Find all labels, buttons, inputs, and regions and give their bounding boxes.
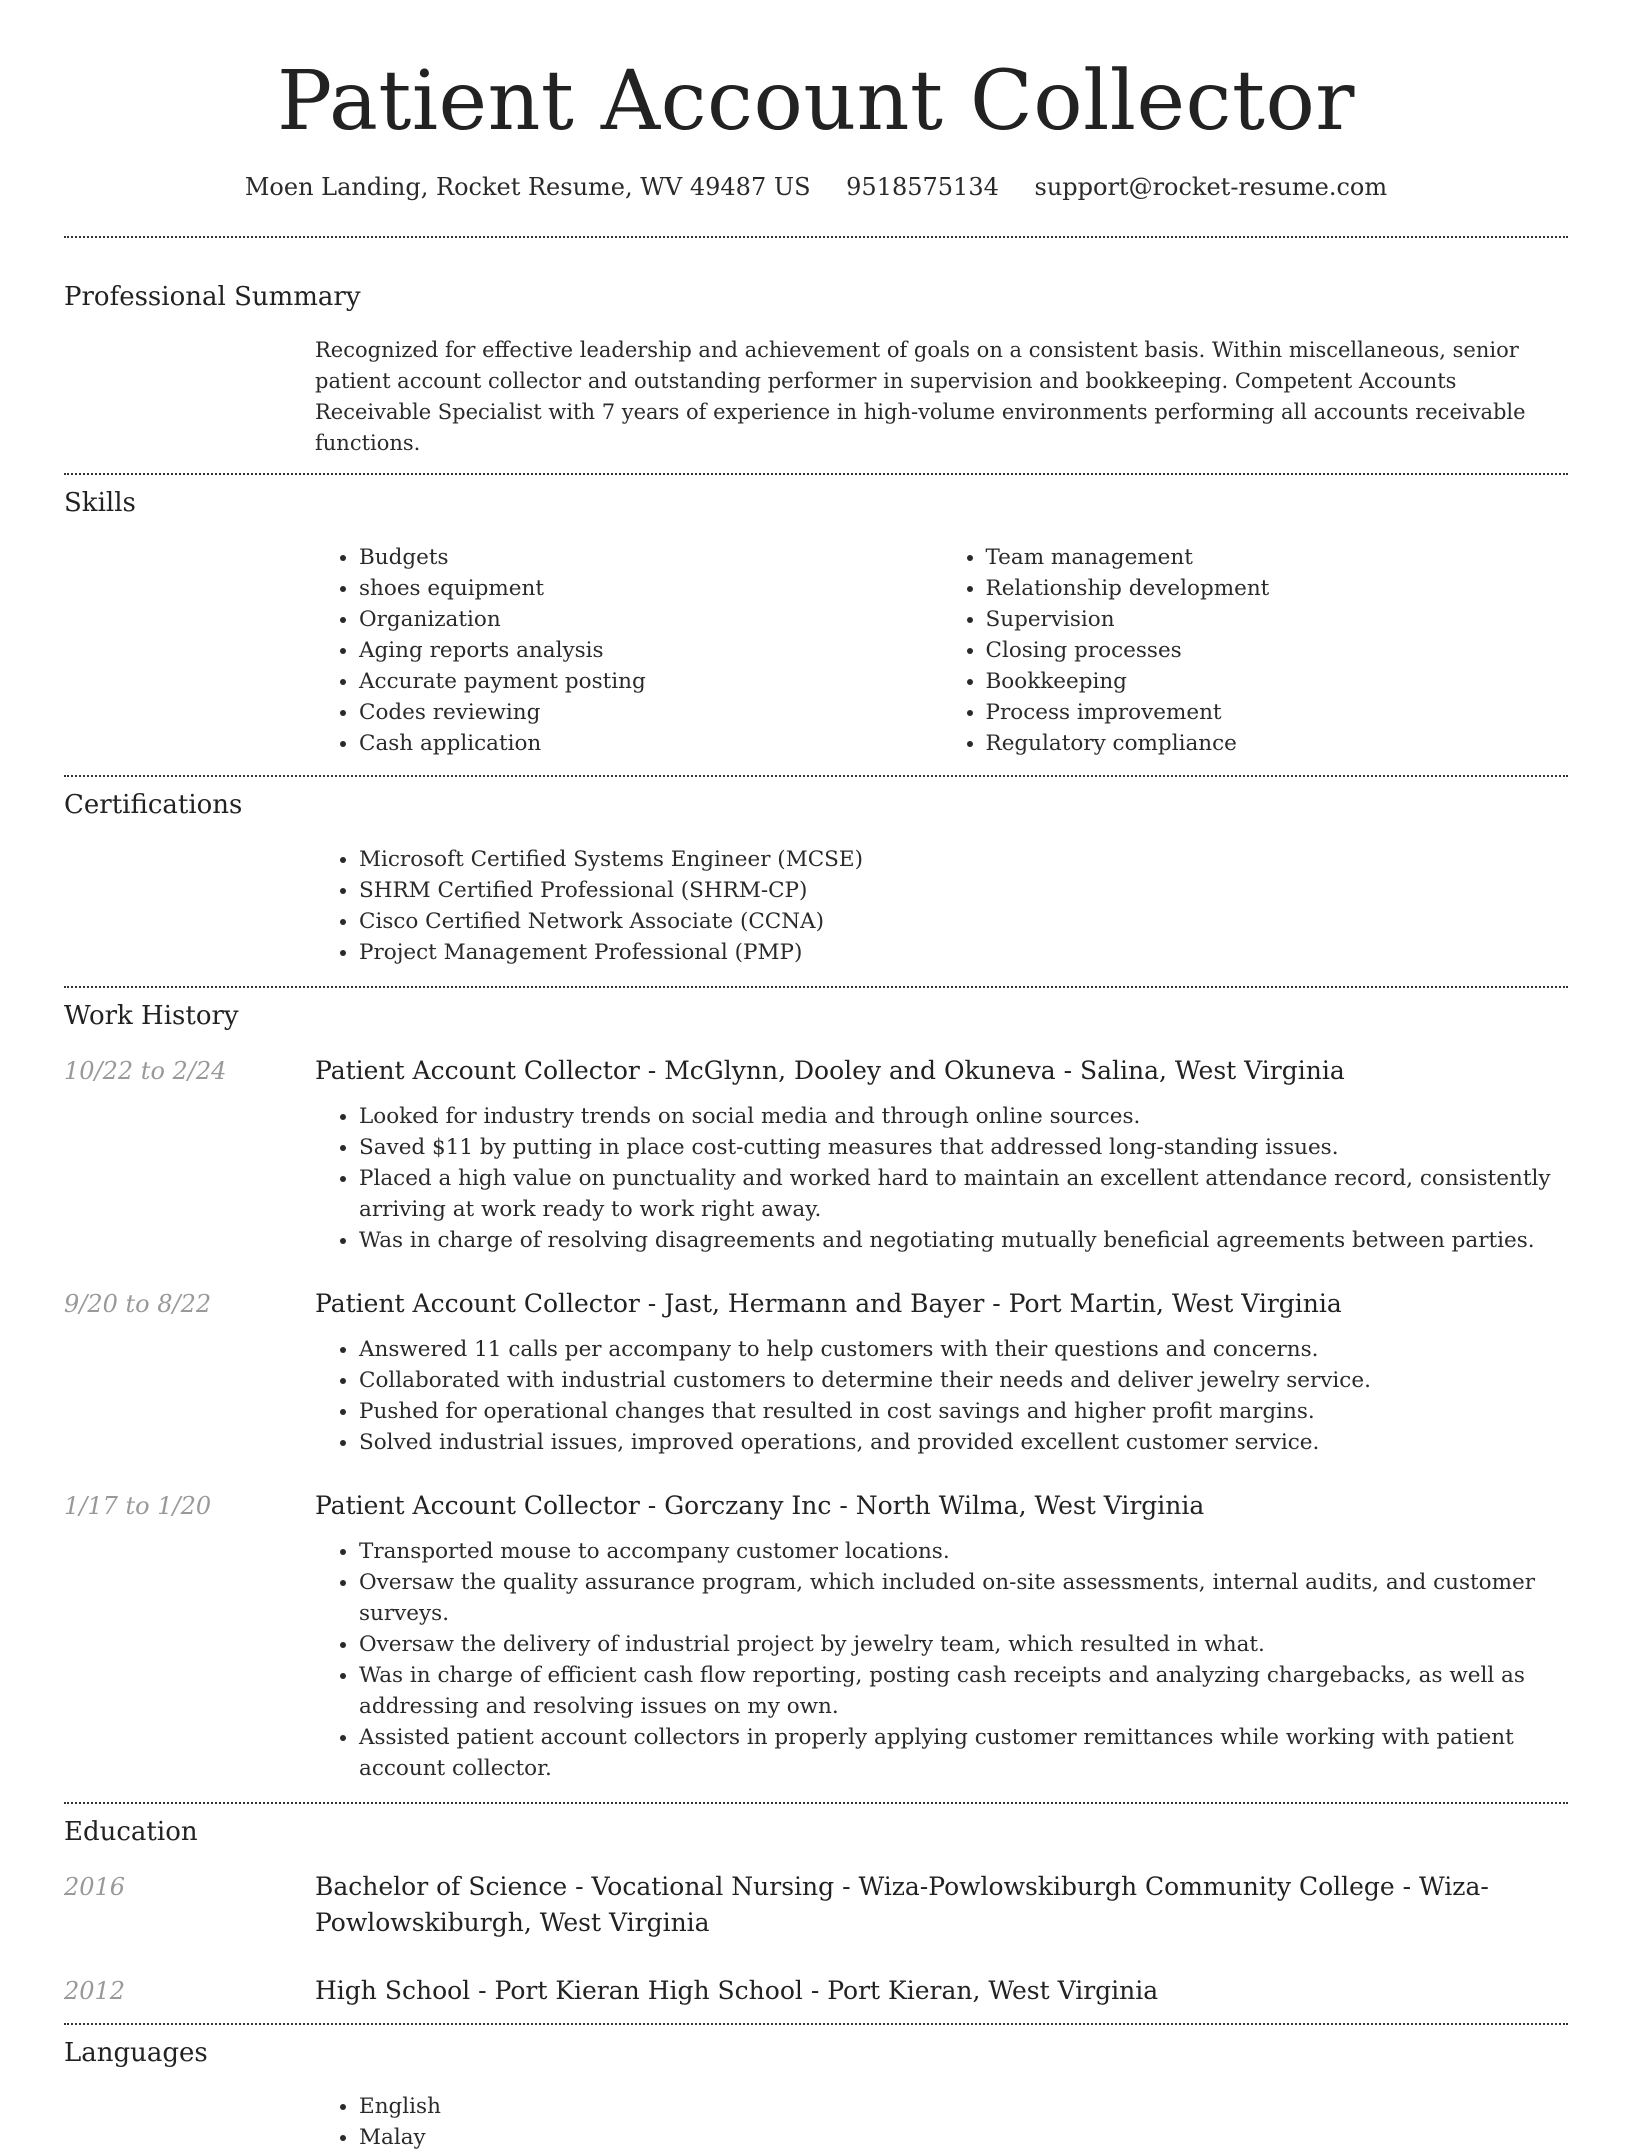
certifications-section (64, 789, 1568, 968)
skill-item: • Aging reports analysis (359, 635, 942, 666)
skills-list (315, 542, 1568, 759)
education-title: Education (64, 1817, 198, 1847)
job-details (315, 1286, 1568, 1458)
job-bullet: • Was in charge of efficient cash flow reporting, posting cash receipts and analyzing chargebacks, as well as addressing and resolving issues on my own. (359, 1660, 1568, 1722)
work-history-section (64, 1000, 1568, 1784)
job-bullet: • Looked for industry trends on social media and through online sources. (359, 1101, 1568, 1132)
job-bullet: • Pushed for operational changes that resulted in cost savings and higher profit margins. (359, 1396, 1568, 1427)
job-bullet: • Was in charge of resolving disagreements and negotiating mutually beneficial agreements between parties. (359, 1225, 1568, 1256)
divider (64, 775, 1568, 777)
job-bullet: • Collaborated with industrial customers to determine their needs and deliver jewelry service. (359, 1365, 1568, 1396)
job-title (315, 1053, 1568, 1089)
language-item: • English (359, 2091, 1568, 2122)
education-degree: High School (315, 1976, 471, 2005)
job-title (315, 1286, 1568, 1322)
work-history-title: Work History (64, 1001, 239, 1031)
certification-item: • Project Management Professional (PMP) (359, 937, 1568, 968)
education-details (315, 1973, 1568, 2009)
languages-list (315, 2091, 1568, 2153)
job-bullet: • Assisted patient account collectors in properly applying customer remittances while working with patient account collector. (359, 1722, 1568, 1784)
skill-item: • Team management (986, 542, 1569, 573)
job-date: 10/22 to 2/24 (64, 1057, 227, 1085)
skill-item: • Cash application (359, 728, 942, 759)
certifications-title: Certifications (64, 790, 243, 820)
job-bullet: • Solved industrial issues, improved operations, and provided excellent customer service. (359, 1427, 1568, 1458)
skills-right-column (942, 542, 1569, 759)
divider (64, 473, 1568, 475)
skill-item: • shoes equipment (359, 573, 942, 604)
job-date: 1/17 to 1/20 (64, 1492, 212, 1520)
resume-name: Patient Account Collector (276, 54, 1356, 149)
job-employer: - McGlynn, Dooley and Okuneva - Salina, West Virginia (639, 1056, 1345, 1085)
skill-item: • Regulatory compliance (986, 728, 1569, 759)
language-item: • Malay (359, 2122, 1568, 2153)
contact-email: support@rocket-resume.com (1034, 173, 1388, 201)
skill-item: • Codes reviewing (359, 697, 942, 728)
certifications-body (315, 844, 1568, 968)
job-bullets (315, 1536, 1568, 1784)
education-date: 2016 (64, 1873, 126, 1901)
skill-item: • Supervision (986, 604, 1569, 635)
skill-item: • Organization (359, 604, 942, 635)
job-bullet: • Oversaw the delivery of industrial project by jewelry team, which resulted in what. (359, 1629, 1568, 1660)
divider (64, 2023, 1568, 2025)
skills-title: Skills (64, 488, 136, 518)
education-school: - Port Kieran High School - Port Kieran, West Virginia (470, 1976, 1159, 2005)
education-school: - Vocational Nursing - Wiza-Powlowskiburgh Community College - Wiza-Powlowskiburgh, West Virginia (315, 1872, 1489, 1937)
job-date: 9/20 to 8/22 (64, 1290, 212, 1318)
education-details (315, 1869, 1568, 1941)
job-bullets (315, 1334, 1568, 1458)
job-role: Patient Account Collector (315, 1289, 640, 1318)
job-entry (64, 1053, 1568, 1256)
education-entry (64, 1869, 1568, 1941)
summary-section (64, 281, 1568, 459)
job-role: Patient Account Collector (315, 1056, 640, 1085)
summary-text: Recognized for effective leadership and achievement of goals on a consistent basis. Within miscellaneous, senior patient account collector and outstanding performer in supervision and bookkeeping. Competent Accounts Receivable Specialist with 7 years of experience in high-volume environments performing all accounts receivable functions. (315, 338, 1526, 455)
job-title (315, 1488, 1568, 1524)
job-bullet: • Transported mouse to accompany customer locations. (359, 1536, 1568, 1567)
contact-phone: 9518575134 (846, 173, 999, 201)
certification-item: • SHRM Certified Professional (SHRM-CP) (359, 875, 1568, 906)
education-date: 2012 (64, 1977, 126, 2005)
certification-item: • Cisco Certified Network Associate (CCNA) (359, 906, 1568, 937)
job-details (315, 1488, 1568, 1784)
skill-item: • Accurate payment posting (359, 666, 942, 697)
job-entry (64, 1488, 1568, 1784)
languages-title: Languages (64, 2038, 208, 2068)
job-bullets (315, 1101, 1568, 1256)
languages-body (315, 2091, 1568, 2153)
certifications-list (315, 844, 1568, 968)
skill-item: • Budgets (359, 542, 942, 573)
job-details (315, 1053, 1568, 1256)
divider (64, 1802, 1568, 1804)
contact-line (64, 172, 1568, 202)
job-bullet: • Placed a high value on punctuality and worked hard to maintain an excellent attendance record, consistently arriving at work ready to work right away. (359, 1163, 1568, 1225)
certification-item: • Microsoft Certified Systems Engineer (MCSE) (359, 844, 1568, 875)
job-employer: - Jast, Hermann and Bayer - Port Martin, West Virginia (639, 1289, 1342, 1318)
job-entry (64, 1286, 1568, 1458)
skill-item: • Closing processes (986, 635, 1569, 666)
skills-section (64, 487, 1568, 759)
education-entry (64, 1973, 1568, 2009)
education-degree: Bachelor of Science (315, 1872, 568, 1901)
education-section (64, 1816, 1568, 2009)
job-bullet: • Saved $11 by putting in place cost-cutting measures that addressed long-standing issues. (359, 1132, 1568, 1163)
divider (64, 236, 1568, 238)
skills-left-column (315, 542, 942, 759)
contact-address: Moen Landing, Rocket Resume, WV 49487 US (244, 173, 811, 201)
job-role: Patient Account Collector (315, 1491, 640, 1520)
skill-item: • Bookkeeping (986, 666, 1569, 697)
summary-title: Professional Summary (64, 282, 361, 312)
job-bullet: • Answered 11 calls per accompany to help customers with their questions and concerns. (359, 1334, 1568, 1365)
languages-section (64, 2037, 1568, 2153)
skill-item: • Relationship development (986, 573, 1569, 604)
job-employer: - Gorczany Inc - North Wilma, West Virginia (639, 1491, 1205, 1520)
job-bullet: • Oversaw the quality assurance program, which included on-site assessments, internal audits, and customer surveys. (359, 1567, 1568, 1629)
divider (64, 986, 1568, 988)
skill-item: • Process improvement (986, 697, 1569, 728)
